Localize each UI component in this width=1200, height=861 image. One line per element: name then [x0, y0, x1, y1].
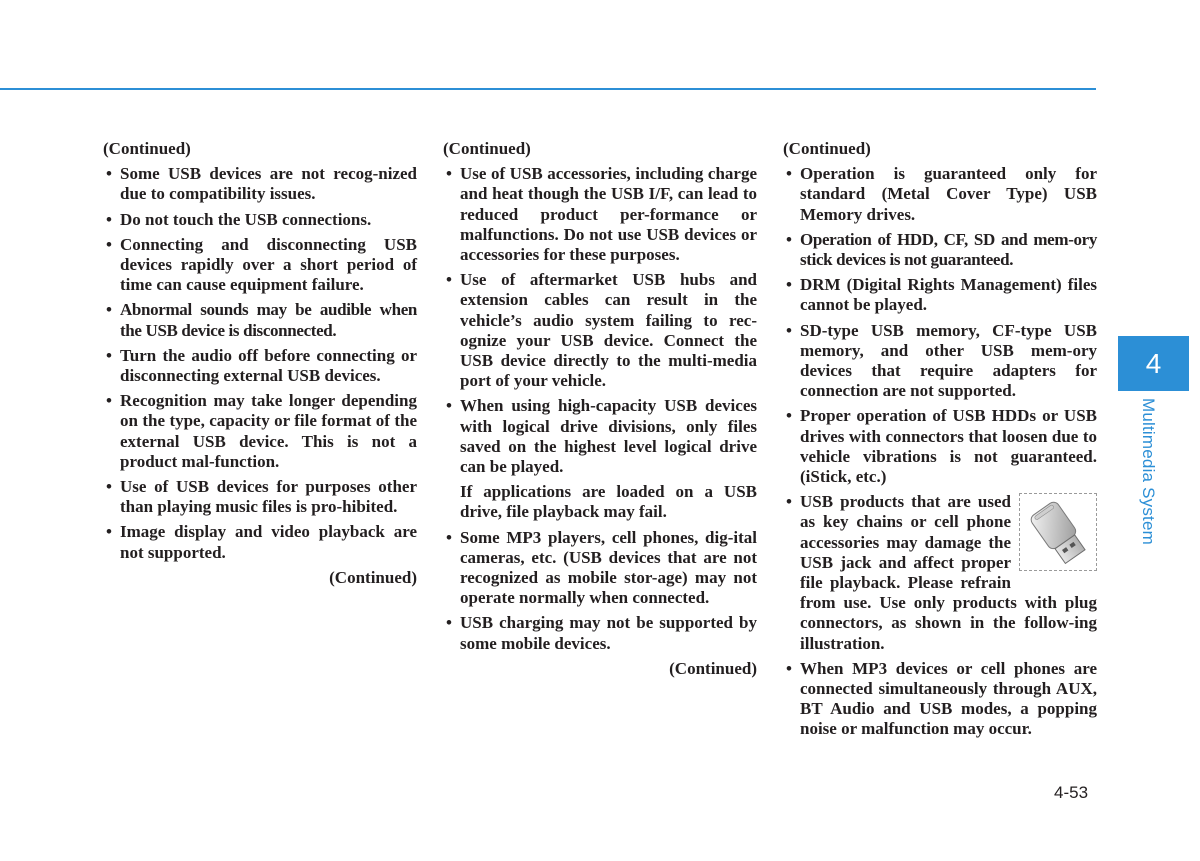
list-item: • When MP3 devices or cell phones are connected simultaneously through AUX, BT Audio and USB modes, a popping noise or malfunction may occur.	[783, 659, 1097, 740]
list-item: • USB charging may not be supported by some mobile devices.	[443, 613, 757, 653]
text-column-3	[783, 139, 1097, 745]
list-item: • Turn the audio off before connecting or disconnecting external USB devices.	[103, 346, 417, 386]
list-item-text: USB products that are used as key chains or cell phone accessories may damage the USB jack and affect proper file playback. Please refrain from use. Use only products with plug connectors, as shown in the follow-ing illustration.	[800, 492, 1097, 653]
chapter-number: 4	[1145, 347, 1162, 379]
list-item: • Image display and video playback are not supported.	[103, 522, 417, 562]
continued-header: (Continued)	[783, 139, 871, 158]
chapter-title: Multimedia System	[1139, 398, 1158, 545]
text-column-1	[103, 139, 417, 588]
chapter-tab	[1118, 336, 1189, 391]
list-item-illustrated	[783, 492, 1097, 654]
page-number: 4-53	[1054, 783, 1089, 802]
list-item: • Proper operation of USB HDDs or USB drives with connectors that loosen due to vehicle vibrations is not guaranteed. (iStick, etc.)	[783, 406, 1097, 487]
list-item: • Abnormal sounds may be audible when the USB device is disconnected.	[103, 300, 417, 340]
list-item: • SD-type USB memory, CF-type USB memory, and other USB mem-ory devices that require adapters for connection are not supported.	[783, 321, 1097, 402]
list-item: • Use of USB devices for purposes other than playing music files is pro-hibited.	[103, 477, 417, 517]
list-item: • DRM (Digital Rights Management) files cannot be played.	[783, 275, 1097, 315]
bullet-list	[783, 164, 1097, 739]
bullet-list	[443, 164, 757, 477]
continued-header: (Continued)	[103, 139, 191, 158]
continued-footer: (Continued)	[669, 658, 757, 678]
sub-paragraph: If applications are loaded on a USB drive, file playback may fail.	[460, 482, 757, 522]
continued-footer: (Continued)	[329, 567, 417, 587]
list-item: • Operation of HDD, CF, SD and mem-ory stick devices is not guaranteed.	[783, 230, 1097, 270]
continued-header: (Continued)	[443, 139, 531, 158]
list-item: • Some USB devices are not recog-nized due to compatibility issues.	[103, 164, 417, 204]
bullet-list	[103, 164, 417, 563]
list-item: • Do not touch the USB connections.	[103, 210, 417, 230]
list-item: • Connecting and disconnecting USB devices rapidly over a short period of time can cause equipment failure.	[103, 235, 417, 296]
list-item: • Use of aftermarket USB hubs and extension cables can result in the vehicle’s audio system failing to rec-ognize your USB device. Connect the USB device directly to the multi-media port of your vehicle.	[443, 270, 757, 391]
usb-flash-drive-icon	[1020, 494, 1096, 570]
header-rule	[0, 88, 1096, 90]
list-item: • Operation is guaranteed only for standard (Metal Cover Type) USB Memory drives.	[783, 164, 1097, 225]
list-item: • When using high-capacity USB devices with logical drive divisions, only files saved on the highest level logical drive can be played.	[443, 396, 757, 477]
usb-flash-drive-illustration	[1019, 493, 1097, 571]
list-item: • Some MP3 players, cell phones, dig-ital cameras, etc. (USB devices that are not recognized as mobile stor-age) may not operate normally when connected.	[443, 528, 757, 609]
list-item: • Recognition may take longer depending on the type, capacity or file format of the external USB device. This is not a product mal-function.	[103, 391, 417, 472]
list-item: • Use of USB accessories, including charge and heat though the USB I/F, can lead to reduced product per-formance or malfunctions. Do not use USB devices or accessories for these purposes.	[443, 164, 757, 265]
bullet-list	[443, 528, 757, 654]
text-column-2	[443, 139, 757, 679]
